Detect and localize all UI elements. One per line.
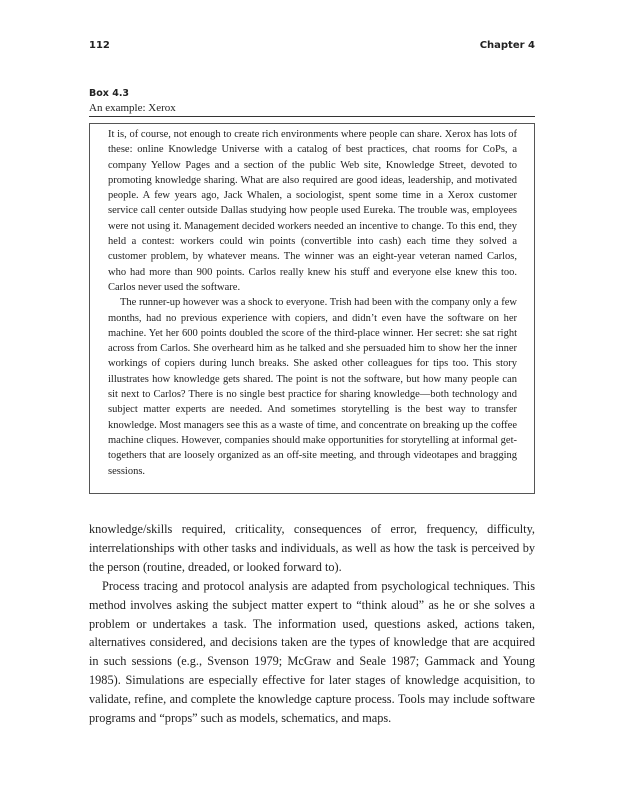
box-title-rule — [89, 116, 535, 117]
body-text — [89, 520, 535, 728]
box-subtitle: An example: Xerox — [89, 102, 176, 114]
chapter-title: Chapter 4 — [479, 40, 535, 51]
body-paragraph: knowledge/skills required, criticality, consequences of error, frequency, difficulty, interrelationships with other tasks and individuals, as well as how the task is perceived by the person (routine, dreaded, or looked forward to). — [89, 522, 535, 574]
body-paragraph: Process tracing and protocol analysis are adapted from psychological techniques. This method involves asking the subject matter expert to “think aloud” as he or she solves a problem or undertakes a task. The information used, questions asked, actions taken, alternatives considered, and decisions taken are the types of knowledge that are acquired in such sessions (e.g., Svenson 1979; McGraw and Seale 1987; Gammack and Young 1985). Simulations are especially effective for later stages of knowledge acquisition, to validate, refine, and complete the knowledge capture process. Tools may include software programs and “props” such as models, schematics, and maps. — [89, 578, 535, 726]
sidebar-box — [89, 123, 535, 494]
box-label: Box 4.3 — [89, 88, 130, 99]
page-number: 112 — [89, 40, 110, 51]
box-paragraph: The runner-up however was a shock to everyone. Trish had been with the company only a few months, had no previous experience with copiers, and didn’t even have the software on her machine. Yet her 600 points doubled the score of the third-place winner. Her secret: she sat right across from Carlos. She overheard him as he talked and she persuaded him to show her the inner workings of copiers during lunch breaks. She asked other colleagues for tips too. This story illustrates how knowledge gets shared. The point is not the software, but how many people can sit next to Carlos? There is no single best practice for sharing knowledge—both technology and subject matter experts are needed. And sometimes storytelling is the best way to transfer knowledge. Most managers see this as a waste of time, and concentrate on breaking up the coffee machine cliques. However, companies should make opportunities for storytelling at informal get-togethers that are loosely organized as an off-site meeting, and through videotapes and bragging sessions. — [108, 297, 517, 477]
running-header — [89, 40, 535, 56]
box-paragraph: It is, of course, not enough to create rich environments where people can share. Xerox has lots of these: online Knowledge Universe with a catalog of best practices, chat rooms for CoPs, a company Yellow Pages and a section of the public Web site, Knowledge Street, devoted to promoting knowledge sharing. What are also required are good ideas, leadership, and motivated people. A few years ago, Jack Whalen, a sociologist, spent some time in a Xerox customer service call center outside Dallas studying how people used Eureka. The trouble was, employees were not using it. Management decided workers needed an incentive to change. To this end, they held a contest: workers could win points (convertible into cash) each time they solved a customer problem, by whatever means. The winner was an eight-year veteran named Carlos, who had more than 900 points. Carlos really knew his stuff and everyone else knew this too. Carlos never used the software. — [108, 129, 517, 293]
